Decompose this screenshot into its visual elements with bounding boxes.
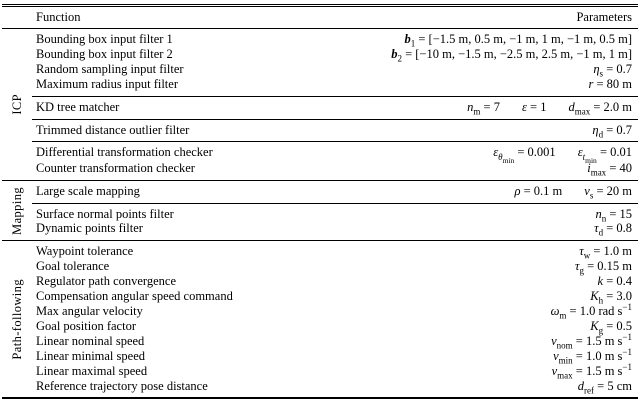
row-function: Linear maximal speed	[36, 363, 148, 378]
param-value: $K_g = 0.5$	[590, 318, 632, 336]
group-label-path-following	[2, 241, 32, 397]
row-params	[578, 379, 632, 394]
row-params	[551, 331, 632, 351]
table-row	[36, 361, 632, 381]
param-value: ρ = 0.1 m	[514, 183, 563, 198]
param-value: k = 0.4	[597, 274, 632, 289]
row-params	[405, 32, 633, 47]
row-function: Bounding box input filter 1	[36, 32, 173, 46]
row-function: Goal position factor	[36, 318, 136, 333]
param-value: $b_1 = [-1.5$ m, 0.5 m, −1 m, 1 m, −1 m, 0.5 m]	[404, 32, 632, 49]
row-params	[575, 259, 632, 274]
table-row	[36, 221, 632, 236]
table-row	[36, 274, 632, 289]
param-value: $i_{max} = 40$	[587, 160, 632, 178]
row-function: Linear nominal speed	[36, 333, 145, 348]
table-header	[2, 7, 638, 29]
row-function: Goal tolerance	[36, 259, 110, 274]
row-function: Bounding box input filter 2	[36, 46, 173, 61]
row-params	[579, 244, 632, 259]
param-value: $v_s = 20$ m	[584, 183, 632, 201]
table-row	[36, 301, 632, 321]
param-value: $b_2 = [-10$ m, −1.5 m, −2.5 m, 2.5 m, −1 m, 1 m]	[391, 46, 632, 64]
row-function: Dynamic points filter	[36, 221, 143, 236]
table-row	[36, 289, 632, 304]
table-row	[36, 145, 632, 165]
table-body	[2, 29, 638, 397]
group-content	[32, 241, 638, 397]
row-function: KD tree matcher	[36, 99, 120, 114]
table-row	[36, 259, 632, 274]
param-value: $v_{nom} = 1.5$ m $s^{-1}$	[551, 331, 632, 351]
table-row	[36, 207, 632, 222]
param-value: ε = 1	[521, 99, 547, 114]
param-value: $\tau_w = 1.0$ m	[579, 244, 632, 261]
table-row	[36, 62, 632, 77]
table-row	[36, 77, 632, 92]
row-params	[595, 207, 632, 222]
group-label-icp	[2, 29, 32, 180]
group-label-text: ICP	[9, 93, 24, 115]
table-row	[36, 244, 632, 259]
param-value: $\eta_s = 0.7$	[593, 61, 632, 79]
group-label-text: Mapping	[9, 186, 24, 235]
table-row	[36, 379, 632, 394]
row-function: Differential transformation checker	[36, 145, 213, 160]
param-value: $K_h = 3.0$	[590, 289, 632, 306]
row-params	[592, 123, 632, 138]
table-row	[36, 100, 632, 115]
row-params	[551, 361, 632, 381]
row-params	[391, 47, 632, 62]
table-row	[36, 331, 632, 351]
table-row	[36, 47, 632, 62]
row-function: Reference trajectory pose distance	[36, 378, 208, 393]
param-value: $\tau_g = 0.15$ m	[574, 259, 632, 276]
row-function: Trimmed distance outlier filter	[36, 122, 190, 137]
param-value: $v_{min} = 1.0$ m $s^{-1}$	[553, 346, 632, 366]
table-section	[32, 181, 638, 203]
group-label-mapping	[2, 181, 32, 241]
row-function: Large scale mapping	[36, 183, 140, 198]
param-value: $n_m = 7$	[467, 99, 500, 117]
row-function: Max angular velocity	[36, 303, 143, 318]
row-params	[553, 346, 632, 366]
table-section	[32, 203, 638, 241]
row-params	[514, 184, 632, 199]
param-value: $\varepsilon_{t_{min}} = 0.01$	[577, 145, 632, 165]
table-section	[32, 241, 638, 397]
row-params	[593, 62, 632, 77]
param-value: $n_n = 15$	[595, 206, 632, 224]
table-row	[36, 32, 632, 47]
row-params	[594, 221, 632, 236]
parameters-table	[2, 4, 638, 399]
group-mapping	[2, 180, 638, 241]
row-function: Random sampling input filter	[36, 61, 184, 76]
param-value: $\omega_m = 1.0$ rad $s^{-1}$	[550, 301, 632, 321]
param-value: r = 80 m	[588, 76, 632, 91]
param-value: $d_{max} = 2.0$ m	[568, 99, 632, 117]
row-params	[588, 77, 632, 92]
param-value: $\eta_d = 0.7$	[592, 122, 632, 140]
param-value: $v_{max} = 1.5$ m $s^{-1}$	[551, 361, 632, 381]
row-function: Surface normal points filter	[36, 206, 174, 221]
table-section	[32, 96, 638, 119]
group-content	[32, 181, 638, 241]
row-params	[587, 161, 632, 176]
table-section	[32, 141, 638, 179]
table-row	[36, 346, 632, 366]
param-value: $\tau_d = 0.8$	[594, 221, 632, 238]
group-content	[32, 29, 638, 180]
row-params	[550, 301, 632, 321]
group-icp	[2, 29, 638, 180]
row-function: Waypoint tolerance	[36, 244, 134, 259]
param-value: $d_{ref} = 5$ cm	[577, 378, 632, 396]
row-function: Compensation angular speed command	[36, 289, 233, 304]
group-path-following	[2, 240, 638, 397]
header-function: Function	[36, 10, 81, 24]
row-params	[598, 274, 633, 289]
table-section	[32, 29, 638, 96]
table-row	[36, 123, 632, 138]
table-row	[36, 184, 632, 199]
table-row	[36, 161, 632, 176]
group-label-text: Path-following	[9, 279, 24, 360]
row-function: Counter transformation checker	[36, 160, 195, 175]
row-function: Regulator path convergence	[36, 274, 176, 289]
row-params	[493, 145, 632, 165]
row-function: Linear minimal speed	[36, 348, 145, 363]
row-function: Maximum radius input filter	[36, 76, 178, 91]
table-section	[32, 119, 638, 142]
param-value: $\varepsilon_{\theta_{min}} = 0.001$	[493, 145, 556, 165]
row-params	[467, 100, 632, 115]
header-parameters: Parameters	[576, 10, 632, 24]
table-row	[36, 319, 632, 334]
